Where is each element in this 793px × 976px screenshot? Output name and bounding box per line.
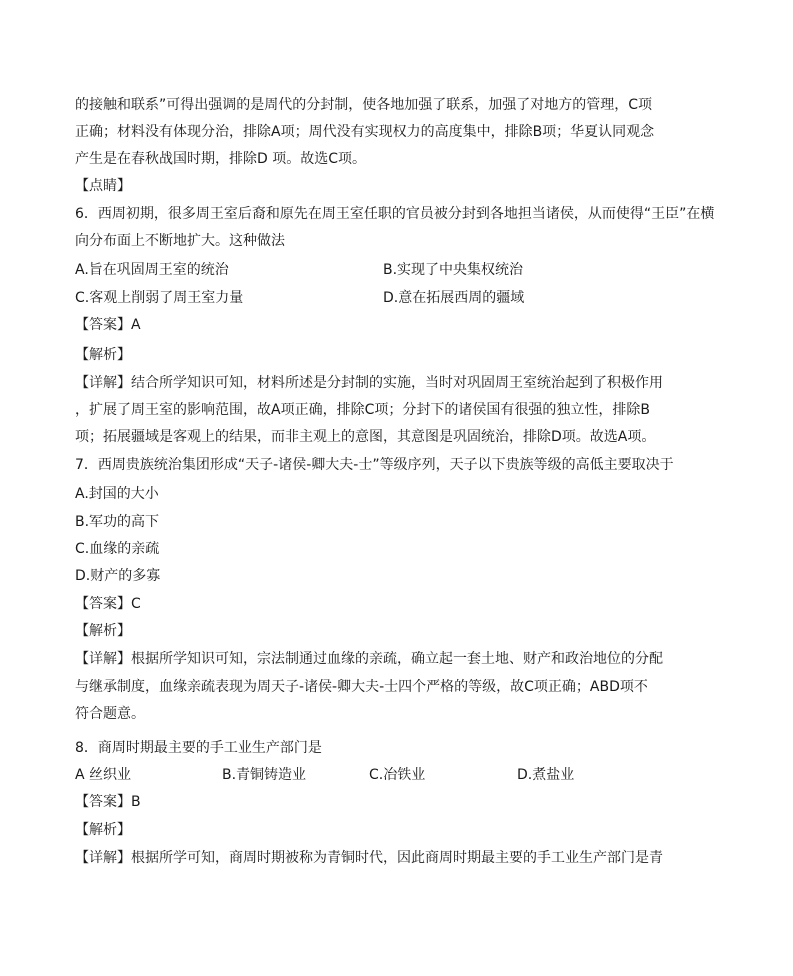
- q7-option-d: D.财产的多寡: [75, 568, 161, 584]
- q8-option-d: D.煮盐业: [517, 767, 575, 783]
- q5-explanation-line-3: 产生是在春秋战国时期，排除D 项。故选C项。: [75, 151, 367, 167]
- q8-option-b: B.青铜铸造业: [222, 767, 307, 783]
- q8-answer: 【答案】B: [75, 794, 141, 810]
- q7-stem: 7．西周贵族统治集团形成“天子-诸侯-卿大夫-士”等级序列，天子以下贵族等级的高低主要取决于: [75, 457, 674, 473]
- q5-explanation-line-2: 正确；材料没有体现分治，排除A项；周代没有实现权力的高度集中，排除B项；华夏认同观念: [75, 124, 655, 140]
- q7-option-b: B.军功的高下: [75, 514, 160, 530]
- q6-stem-line-2: 向分布面上不断地扩大。这种做法: [75, 233, 285, 249]
- q6-option-a: A.旨在巩固周王室的统治: [75, 262, 229, 278]
- q5-explanation-line-1: 的接触和联系”可得出强调的是周代的分封制，使各地加强了联系，加强了对地方的管理，C项: [75, 97, 653, 113]
- q6-detail-line-3: 项；拓展疆域是客观上的结果，而非主观上的意图，其意图是巩固统治，排除D项。故选A项。: [75, 429, 656, 445]
- q8-detail-line-1: 【详解】根据所学可知，商周时期被称为青铜时代，因此商周时期最主要的手工业生产部门是青: [75, 850, 663, 866]
- q6-option-c: C.客观上削弱了周王室力量: [75, 290, 244, 306]
- q7-detail-line-1: 【详解】根据所学知识可知，宗法制通过血缘的亲疏，确立起一套土地、财产和政治地位的分配: [75, 651, 663, 667]
- q7-detail-line-2: 与继承制度，血缘亲疏表现为周天子-诸侯-卿大夫-士四个严格的等级，故C项正确；ABD项不: [75, 679, 648, 695]
- q7-option-c: C.血缘的亲疏: [75, 541, 160, 557]
- q6-stem-line-1: 6．西周初期，很多周王室后裔和原先在周王室任职的官员被分封到各地担当诸侯，从而使得“王臣”在横: [75, 206, 715, 222]
- q6-option-b: B.实现了中央集权统治: [383, 262, 524, 278]
- q6-option-d: D.意在拓展西周的疆域: [383, 290, 525, 306]
- q5-comment-heading: 【点睛】: [75, 178, 131, 194]
- q8-analysis-heading: 【解析】: [75, 822, 131, 838]
- q6-answer: 【答案】A: [75, 317, 141, 333]
- q7-analysis-heading: 【解析】: [75, 623, 131, 639]
- q8-option-a: A 丝织业: [75, 767, 132, 783]
- q6-detail-line-2: ，扩展了周王室的影响范围，故A项正确，排除C项；分封下的诸侯国有很强的独立性，排除B: [75, 402, 650, 418]
- q6-analysis-heading: 【解析】: [75, 347, 131, 363]
- q7-option-a: A.封国的大小: [75, 486, 159, 502]
- q6-detail-line-1: 【详解】结合所学知识可知，材料所述是分封制的实施，当时对巩固周王室统治起到了积极作用: [75, 375, 663, 391]
- q7-answer: 【答案】C: [75, 596, 141, 612]
- q8-stem: 8．商周时期最主要的手工业生产部门是: [75, 740, 322, 756]
- q7-detail-line-3: 符合题意。: [75, 706, 145, 722]
- q8-option-c: C.冶铁业: [369, 767, 426, 783]
